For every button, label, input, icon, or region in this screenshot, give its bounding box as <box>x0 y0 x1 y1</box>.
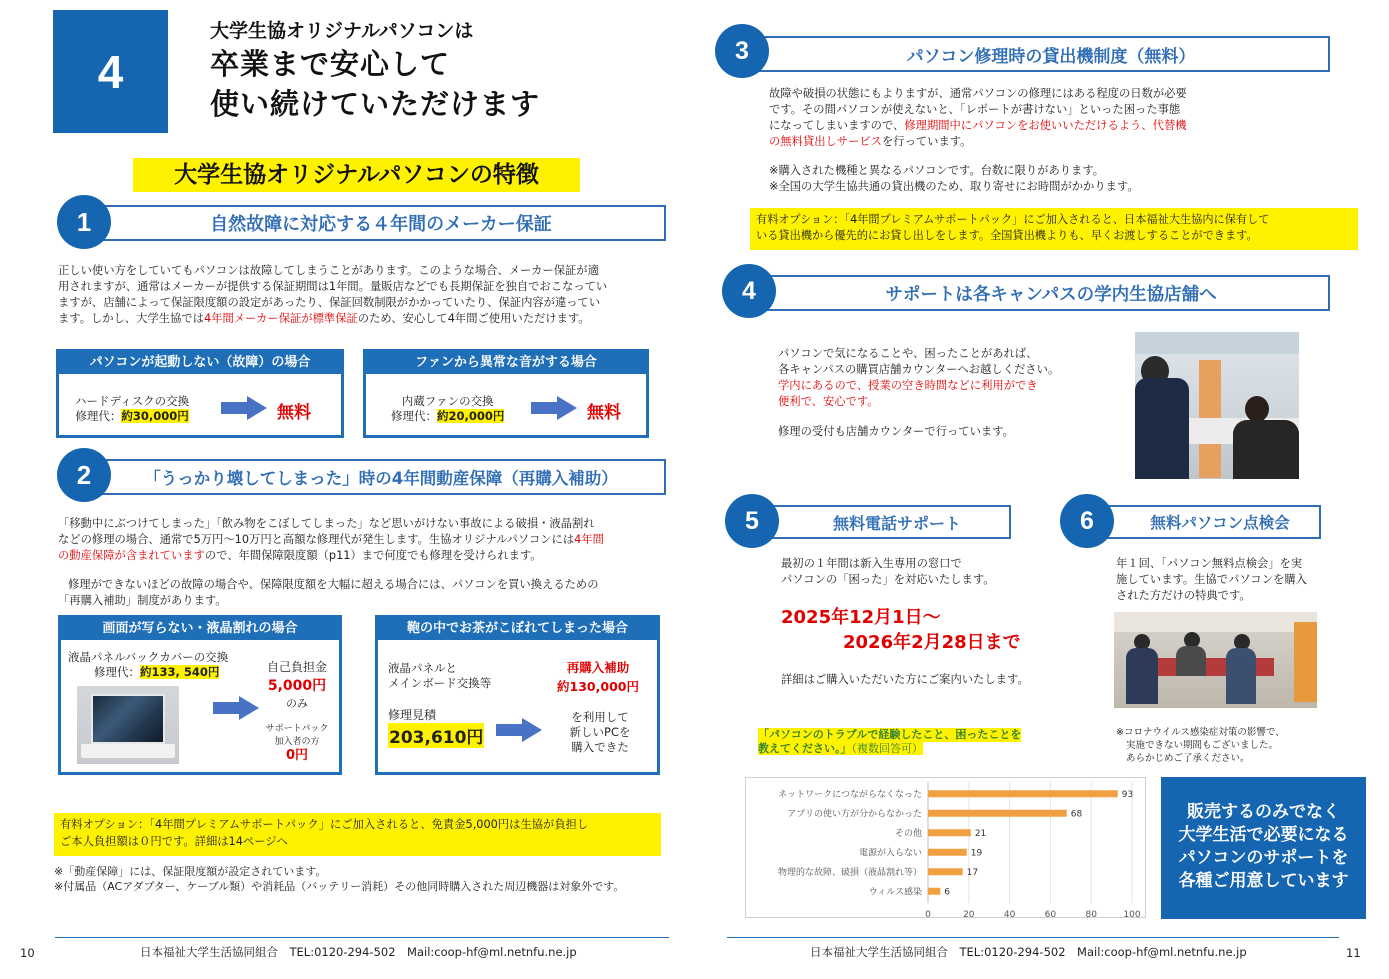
rebuy-label: 再購入補助 <box>566 660 630 675</box>
store-counter-photo <box>1135 332 1299 479</box>
survey-question-line: 教えてください。」 <box>758 742 852 755</box>
right-arrow-icon <box>531 396 577 420</box>
s6-note-line: ※コロナウイルス感染症対策の影響で、 <box>1116 727 1285 738</box>
chart-category-label: 電源が入らない <box>858 848 922 859</box>
option-note-line: いる貸出機から優先的にお貸し出しをします。全国貸出機よりも、早くお渡しすることができます。 <box>756 229 1258 242</box>
s1-number-circle <box>57 195 111 249</box>
s1-box-startup-failure <box>56 349 344 438</box>
period-end: 2026年2月28日まで <box>843 632 1021 653</box>
s5-period <box>781 605 1021 655</box>
s2-body-line <box>58 548 688 564</box>
repair-item: 内蔵ファンの交換 <box>401 394 494 408</box>
s6-note-line: 実施できない期間もございました。 <box>1126 740 1279 751</box>
s3-note-line: ※購入された機種と異なるパソコンです。台数に限りがあります。 <box>769 164 1105 177</box>
s5-body <box>781 556 1081 588</box>
s6-heading-text: 無料パソコン点検会 <box>1150 514 1290 532</box>
survey-question-note: （複数回答可） <box>851 742 923 755</box>
callout-line: 各種ご用意しています <box>1178 871 1349 891</box>
s3-body-text: を行っています。 <box>881 135 972 148</box>
support-callout <box>1161 777 1366 919</box>
left-footer-rule <box>55 937 669 938</box>
s3-body-highlight: 修理期間中にパソコンをお使いいただけるよう、代替機 <box>904 119 1187 132</box>
estimate <box>388 706 484 748</box>
title-line-1: 大学生協オリジナルパソコンは <box>210 20 474 42</box>
self-pay-label: 自己負担金 <box>266 660 327 674</box>
laptop-photo <box>77 686 179 764</box>
s5-heading <box>753 505 1011 539</box>
s2-body-text: などの修理の場合、通常で5万円～10万円と高額な修理代が発生します。生協オリジナルパソコンには <box>58 533 575 546</box>
s5-number-circle <box>725 494 779 548</box>
chart-data-label: 6 <box>944 887 950 898</box>
support-pack-member <box>259 723 335 762</box>
s4-heading-text: サポートは各キャンパスの学内生協店舗へ <box>885 284 1217 305</box>
option-note-line: 有料オプション：「4年間プレミアムサポートパック」にご加入されると、免責金5,000円は生協が負担し <box>60 818 589 831</box>
s3-number: 3 <box>735 36 749 65</box>
s4-body-line: 修理の受付も店舗カウンターで行っています。 <box>778 425 1014 438</box>
left-option-note <box>54 813 661 856</box>
s5-body-line: 詳細はご購入いただいた方にご案内いたします。 <box>781 673 1029 686</box>
chart-data-label: 19 <box>970 848 983 859</box>
chart-category-label: ネットワークにつながらなくなった <box>778 789 922 800</box>
page-title <box>210 18 540 124</box>
s2-body-line: 「移動中にぶつけてしまった」「飲み物をこぼしてしまった」など思いがけない事故による破損・液晶割れ <box>58 517 595 530</box>
survey-question <box>758 728 1021 756</box>
s6-body-line: 年１回、「パソコン無料点検会」を実 <box>1116 557 1303 570</box>
chart-x-tick-label: 0 <box>925 910 931 917</box>
s1-body-line: ますが、店舗によって保証限度額の設定があったり、保証回数制限がかかっていたり、保証内容が違ってい <box>58 296 601 309</box>
s3-heading <box>742 36 1330 72</box>
s2-heading-text: 「うっかり壊してしまった」時の4年間動産保障（再購入補助） <box>144 469 618 488</box>
repair-cost-value: 約30,000円 <box>121 409 189 423</box>
chart-category-label: その他 <box>894 828 922 839</box>
s4-heading <box>742 275 1330 311</box>
s1-body-line <box>58 311 688 327</box>
note-line: ※付属品（ACアダプター、ケーブル類）や消耗品（バッテリー消耗）その他同時購入された周辺機器は対象外です。 <box>54 880 625 893</box>
chart-category-label: アプリの使い方が分からなかった <box>787 809 922 820</box>
s3-body-text: になってしまいますので、 <box>769 119 905 132</box>
s3-number-circle <box>715 24 769 78</box>
repair-cost-label: 修理代： <box>94 665 140 679</box>
s3-body-line <box>769 134 1329 150</box>
chart-data-label: 93 <box>1121 789 1134 800</box>
chart-category-label: 物理的な故障、破損（液晶割れ等） <box>777 867 922 878</box>
s5-footer-note <box>781 672 1081 688</box>
chart-bar <box>928 790 1118 797</box>
s2-rebuy-line: 修理ができないほどの故障の場合や、保障限度額を大幅に超える場合には、パソコンを買い換えるための <box>68 578 599 591</box>
box-detail <box>391 394 504 424</box>
result-free: 無料 <box>277 403 311 423</box>
box-detail <box>75 394 189 424</box>
s4-number-circle <box>722 264 776 318</box>
s5-number: 5 <box>745 506 759 535</box>
section-number-badge <box>53 10 168 133</box>
s6-body-line: された方だけの特典です。 <box>1116 589 1251 602</box>
s1-body-line: 正しい使い方をしていてもパソコンは故障してしまうことがあります。このような場合、メーカー保証が適 <box>58 264 599 277</box>
result-free: 無料 <box>587 403 621 423</box>
chart-x-tick-label: 20 <box>963 910 975 917</box>
estimate-value: 203,610円 <box>388 723 484 748</box>
rebuy-result <box>560 710 640 755</box>
s6-number-circle <box>1060 494 1114 548</box>
s2-body-line <box>58 532 688 548</box>
support-pack-label: サポートパック <box>265 724 329 734</box>
box-detail <box>388 661 491 691</box>
s1-body-text: ます。しかし、大学生協では <box>58 312 204 325</box>
repair-cost-value: 約133, 540円 <box>140 665 220 679</box>
chart-data-label: 21 <box>974 828 987 839</box>
repair-item: 液晶パネルバックカバーの交換 <box>68 650 229 664</box>
left-page-number: 10 <box>20 946 35 960</box>
s2-body-text: ので、年間保障限度額（p11）まで何度でも修理を受けられます。 <box>204 549 542 562</box>
right-footer-rule <box>727 937 1339 938</box>
note-line: ※「動産保障」には、保証限度額が設定されています。 <box>54 865 327 878</box>
chart-bar <box>928 888 940 895</box>
right-arrow-icon <box>496 718 542 742</box>
callout-line: 大学生活で必要になる <box>1178 825 1349 845</box>
s2-body-highlight: の動産保障が含まれています <box>58 549 205 562</box>
box-title: パソコンが起動しない（故障）の場合 <box>59 352 341 374</box>
right-arrow-icon <box>221 396 267 420</box>
s3-heading-text: パソコン修理時の貸出機制度（無料） <box>906 46 1196 67</box>
survey-question-line: 「パソコンのトラブルで経験したこと、困ったことを <box>758 728 1022 741</box>
repair-cost <box>391 409 504 424</box>
box-detail <box>68 650 228 680</box>
rebuy-result-line: 新しいPCを <box>569 725 631 739</box>
period-start: 2025年12月1日～ <box>781 607 941 628</box>
s1-heading <box>96 205 666 241</box>
s3-body-highlight: の無料貸出しサービス <box>769 135 882 148</box>
chart-x-tick-label: 80 <box>1085 910 1097 917</box>
support-pack-label: 加入者の方 <box>274 737 320 747</box>
s2-rebuy-line: 「再購入補助」制度があります。 <box>58 594 227 607</box>
chart-data-label: 68 <box>1070 809 1083 820</box>
s4-body-highlight: 便利で、安心です。 <box>778 395 879 408</box>
s1-number: 1 <box>76 206 92 237</box>
s1-body-highlight: 4年間メーカー保証が標準保証 <box>203 312 358 325</box>
s4-body <box>778 346 1128 440</box>
rebuy-amount: 約130,000円 <box>557 679 639 694</box>
s6-heading <box>1093 505 1321 539</box>
s3-body <box>769 86 1329 150</box>
s2-number: 2 <box>76 459 92 490</box>
s5-body-line: パソコンの「困った」を対応いたします。 <box>781 573 995 586</box>
right-footer: 日本福祉大学生活協同組合 TEL:0120-294-502 Mail:coop-hf@ml.netnfu.ne.jp <box>810 945 1247 959</box>
title-line-3: 使い続けていただけます <box>210 87 541 121</box>
s6-number: 6 <box>1080 506 1094 535</box>
s1-body-line: 用されますが、通常はメーカーが提供する保証期間は1年間。量販店などでも長期保証を独自でおこなってい <box>58 280 608 293</box>
self-pay-amount: 5,000円 <box>267 678 327 694</box>
s1-body <box>58 263 688 327</box>
box-title: 鞄の中でお茶がこぼれてしまった場合 <box>378 618 657 640</box>
features-title-text: 大学生協オリジナルパソコンの特徴 <box>174 162 539 188</box>
s3-body-line: 故障や破損の状態にもよりますが、通常パソコンの修理にはある程度の日数が必要 <box>769 87 1187 100</box>
s3-notes <box>769 163 1329 195</box>
repair-cost-label: 修理代： <box>75 409 122 423</box>
s1-heading-text: 自然故障に対応する４年間のメーカー保証 <box>210 214 552 235</box>
s6-notes <box>1116 726 1356 765</box>
rebuy-result-line: 購入できた <box>571 740 629 754</box>
repair-cost-label: 修理代： <box>391 409 437 423</box>
features-title <box>133 158 580 192</box>
survey-chart <box>745 777 1146 918</box>
s5-heading-text: 無料電話サポート <box>832 513 961 533</box>
estimate-label: 修理見積 <box>388 708 437 722</box>
callout-line: パソコンのサポートを <box>1178 848 1349 868</box>
s4-body-line: 各キャンパスの購買店舗カウンターへお越しください。 <box>778 363 1060 376</box>
s3-body-line <box>769 118 1329 134</box>
repair-cost <box>68 665 228 680</box>
repair-cost <box>75 409 189 424</box>
s4-body-highlight: 学内にあるので、授業の空き時間などに利用ができ <box>778 379 1038 392</box>
support-pack-amount: 0円 <box>285 748 309 763</box>
s6-body-line: 施しています。生協でパソコンを購入 <box>1116 573 1307 586</box>
callout-line: 販売するのみでなく <box>1187 802 1340 822</box>
s3-note-line: ※全国の大学生協共通の貸出機のため、取り寄せにお時間がかかります。 <box>769 180 1139 193</box>
s2-heading <box>96 459 666 495</box>
option-note-line: ご本人負担額は０円です。詳細は14ページへ <box>60 835 288 848</box>
left-notes <box>54 864 694 894</box>
s5-body-line: 最初の１年間は新入生専用の窓口で <box>781 557 962 570</box>
s2-number-circle <box>57 448 111 502</box>
chart-category-label: ウィルス感染 <box>868 887 922 898</box>
s3-option-note <box>750 208 1358 250</box>
inspection-event-photo <box>1114 612 1317 708</box>
s1-box-fan-noise <box>363 349 649 438</box>
repair-item: ハードディスクの交換 <box>75 394 190 408</box>
s6-body <box>1116 556 1356 604</box>
box-title: ファンから異常な音がする場合 <box>366 352 646 374</box>
chart-bar <box>928 829 971 836</box>
chart-x-tick-label: 100 <box>1123 910 1141 917</box>
right-page-number: 11 <box>1346 946 1361 960</box>
s6-note-line: あらかじめご了承ください。 <box>1126 753 1250 764</box>
chart-x-tick-label: 60 <box>1044 910 1057 917</box>
self-pay <box>261 658 333 711</box>
s2-box-screen-broken <box>58 615 342 775</box>
s1-body-text: のため、安心して4年間ご使用いただけます。 <box>357 312 590 325</box>
self-pay-only: のみ <box>286 697 308 710</box>
chart-bar <box>928 868 963 875</box>
option-note-line: 有料オプション：「4年間プレミアムサポートパック」にご加入されると、日本福祉大生協内に保有して <box>756 213 1270 226</box>
rebuy-result-line: を利用して <box>571 710 629 724</box>
title-line-2: 卒業まで安心して <box>210 47 451 81</box>
chart-bar <box>928 849 967 856</box>
repair-item: 液晶パネルと <box>388 661 457 675</box>
s2-body <box>58 516 688 564</box>
chart-x-tick-label: 40 <box>1003 910 1016 917</box>
box-title: 画面が写らない・液晶割れの場合 <box>61 618 339 640</box>
s3-body-line: です。その間パソコンが使えないと、「レポートが書けない」といった困った事態 <box>769 103 1181 116</box>
s4-number: 4 <box>742 276 756 305</box>
s2-rebuy-note <box>58 577 688 609</box>
left-footer: 日本福祉大学生活協同組合 TEL:0120-294-502 Mail:coop-hf@ml.netnfu.ne.jp <box>140 945 577 959</box>
repair-cost-value: 約20,000円 <box>437 409 505 423</box>
repair-item: メインボード交換等 <box>388 676 492 690</box>
s2-box-tea-spill <box>375 615 660 775</box>
s2-body-highlight: 4年間 <box>574 533 604 546</box>
section-number: 4 <box>97 45 124 98</box>
s4-body-line: パソコンで気になることや、困ったことがあれば、 <box>778 347 1038 360</box>
chart-data-label: 17 <box>966 867 979 878</box>
right-arrow-icon <box>213 696 259 720</box>
chart-bar <box>928 810 1067 817</box>
survey-bar-chart <box>746 778 1145 917</box>
rebuy-aid <box>548 658 648 696</box>
